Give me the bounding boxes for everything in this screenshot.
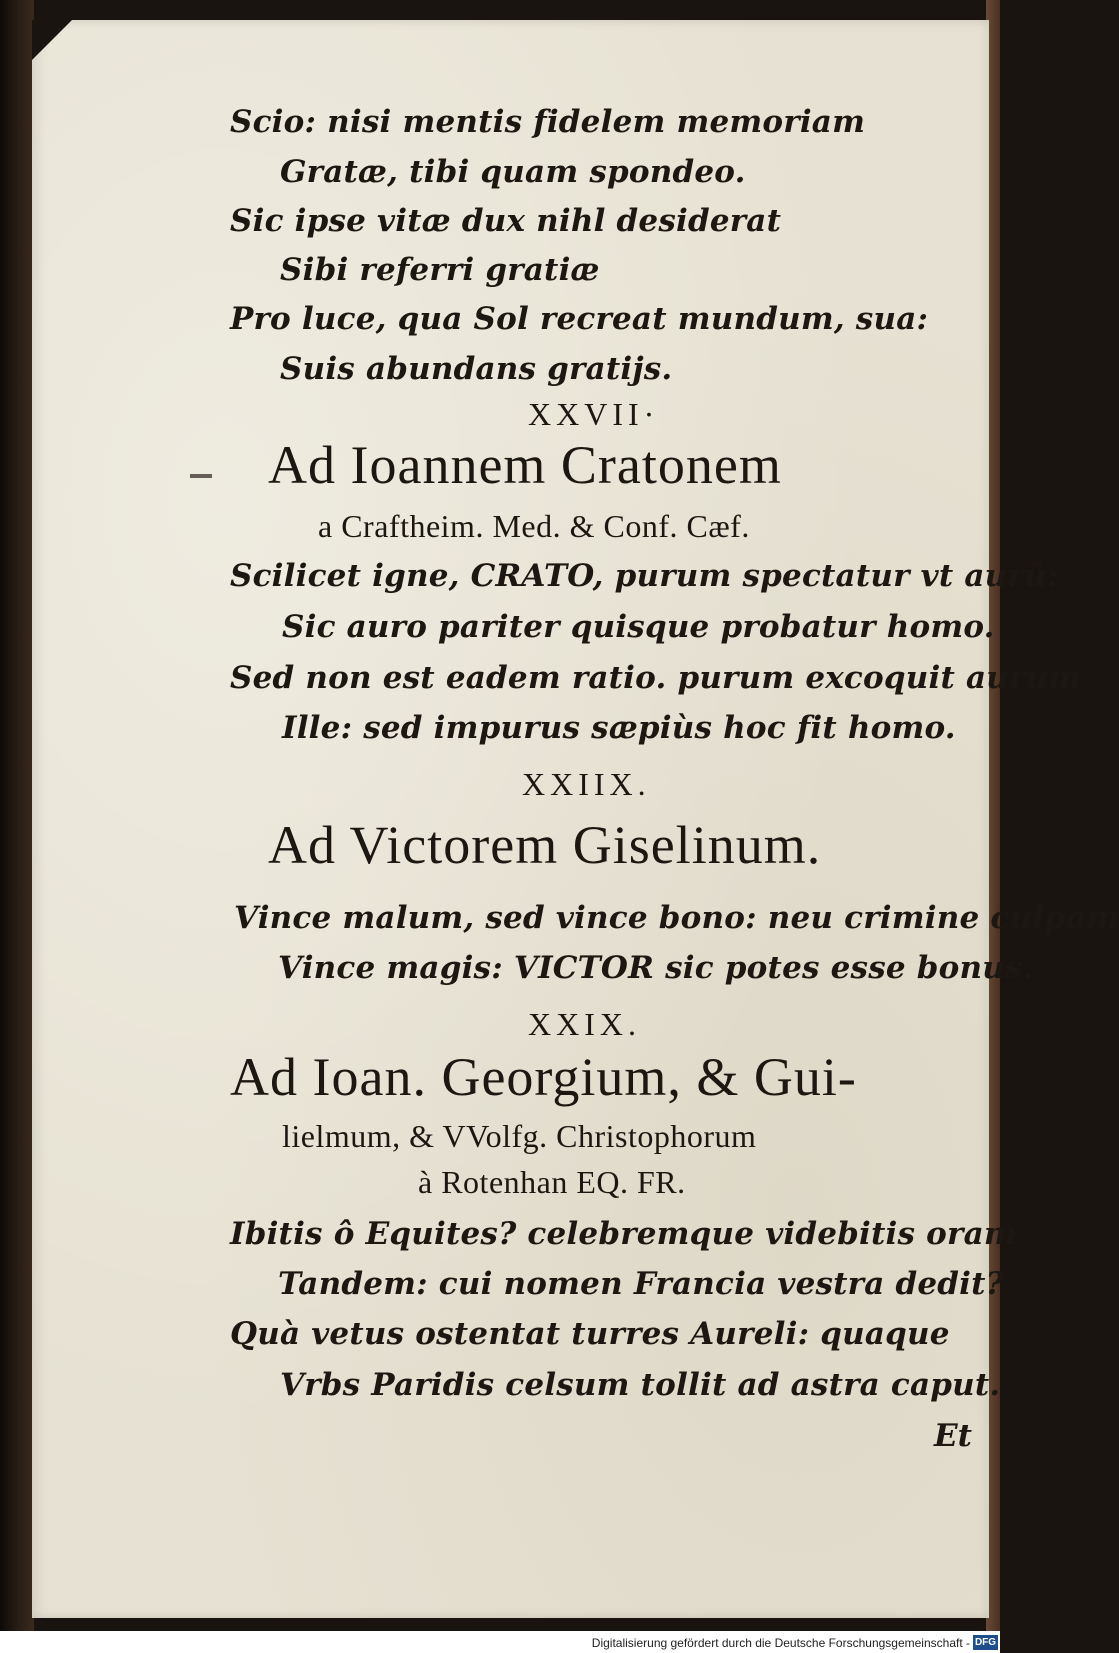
poem-heading: Ad Ioannem Cratonem [268, 435, 782, 495]
verse-line: Gratæ, tibi quam spondeo. [280, 154, 746, 190]
verse-line: Scio: nisi mentis fidelem memoriam [230, 104, 866, 140]
verse-line: Sibi referri gratiæ [280, 252, 600, 288]
verse-line: Suis abundans gratijs. [280, 351, 673, 387]
book-binding-edge [0, 0, 34, 1653]
ink-mark [190, 474, 212, 478]
poem-subheading: a Craftheim. Med. & Conf. Cæf. [318, 508, 750, 544]
poem-heading: Ad Ioan. Georgium, & Gui- [230, 1047, 857, 1107]
poem-subheading: à Rotenhan EQ. FR. [418, 1164, 686, 1200]
verse-line: Sic auro pariter quisque probatur homo. [282, 609, 995, 645]
verse-line: Scilicet igne, CRATO, purum spectatur vt aurū: [230, 558, 1059, 594]
verse-line: Vrbs Paridis celsum tollit ad astra caput. [280, 1367, 1001, 1403]
verse-line: Vince malum, sed vince bono: neu crimine culpam [234, 900, 1119, 936]
verse-line: Ille: sed impurus sæpiùs hoc fit homo. [282, 710, 956, 746]
verse-line: Pro luce, qua Sol recreat mundum, sua: [230, 301, 929, 337]
catchword: Et [934, 1418, 972, 1454]
poem-number: XXVII· [528, 396, 660, 432]
funding-credit: Digitalisierung gefördert durch die Deutsche Forschungsgemeinschaft - [591, 1636, 970, 1650]
verse-line: Sic ipse vitæ dux nihl desiderat [230, 203, 782, 239]
poem-subheading: lielmum, & VVolfg. Christophorum [282, 1118, 757, 1154]
footer-credit-bar [0, 1631, 1000, 1653]
verse-line: Tandem: cui nomen Francia vestra dedit? [278, 1266, 1005, 1302]
page-corner [32, 20, 72, 60]
verse-line: Quà vetus ostentat turres Aureli: quaque [230, 1316, 950, 1352]
verse-line: Ibitis ô Equites? celebremque videbitis oram [230, 1216, 1017, 1252]
dfg-logo: DFG [974, 1637, 997, 1648]
poem-number: XXIX. [528, 1006, 641, 1042]
verse-line: Vince magis: VICTOR sic potes esse bonus. [278, 950, 1034, 986]
verse-line: Sed non est eadem ratio. purum excoquit aurum [230, 660, 1082, 696]
poem-heading: Ad Victorem Giselinum. [268, 815, 822, 875]
poem-number: XXIIX. [522, 766, 651, 802]
